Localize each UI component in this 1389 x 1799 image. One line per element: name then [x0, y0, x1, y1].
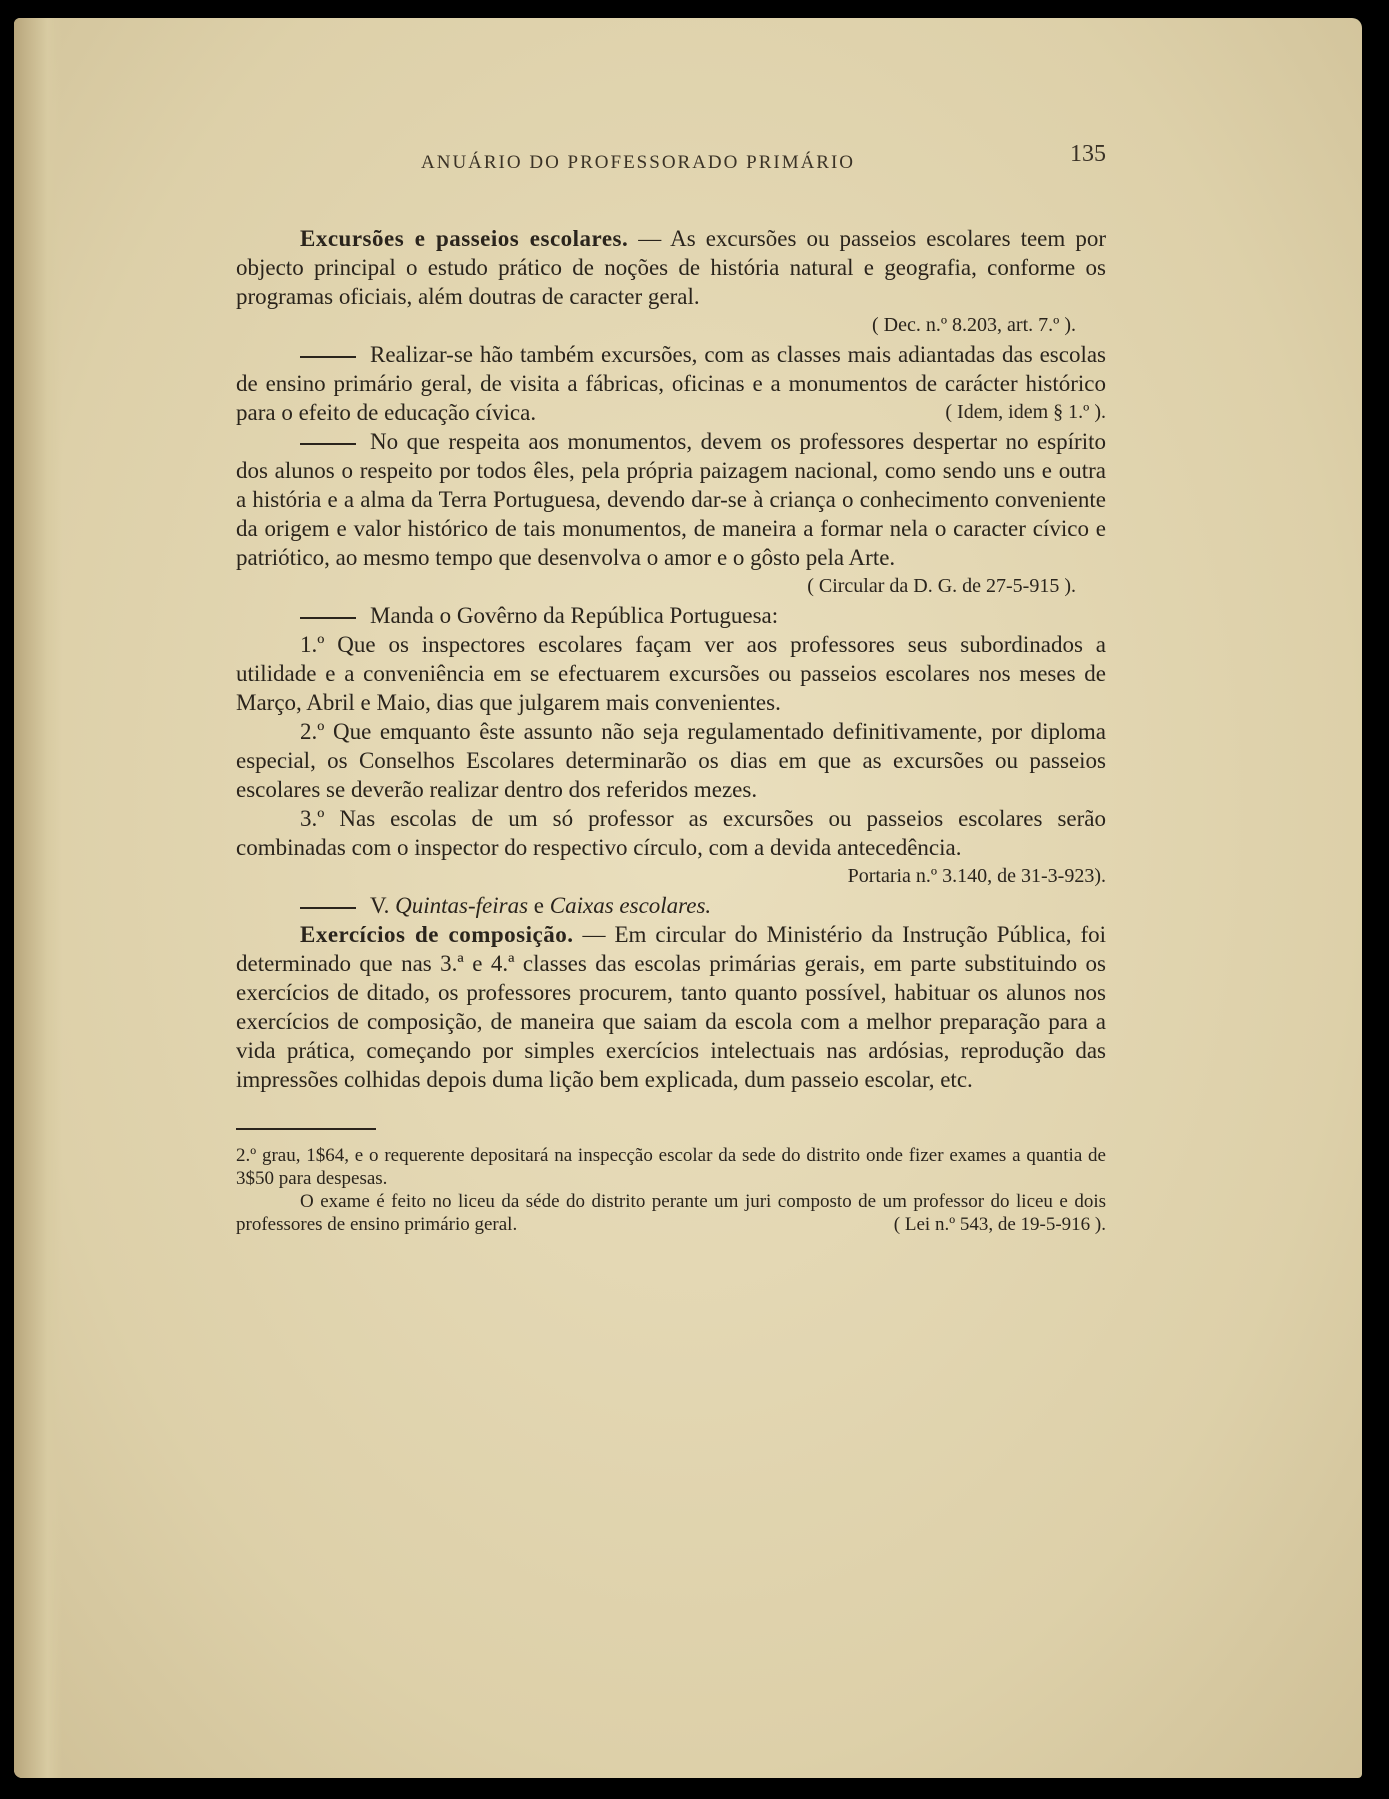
paragraph-visits	[236, 340, 1106, 427]
paragraph-item-3	[236, 804, 1106, 891]
book-page	[14, 18, 1362, 1778]
page-gutter	[14, 18, 62, 1778]
footnote-line-2-text: O exame é feito no liceu da séde do distrito perante um juri composto de um professor do liceu e dois professores de ensino primário geral.	[236, 1191, 1106, 1235]
section-excursoes	[236, 224, 1106, 311]
reference-circular: ( Circular da D. G. de 27-5-915 ).	[807, 575, 1076, 597]
paragraph-see-also	[236, 891, 1106, 920]
running-head-title: ANUÁRIO DO PROFESSORADO PRIMÁRIO	[421, 152, 856, 173]
section-heading-composicao: Exercícios de composição.	[300, 922, 574, 947]
section-heading-excursoes: Excursões e passeios escolares.	[300, 226, 629, 251]
reference-decree: ( Dec. n.º 8.203, art. 7.º ).	[871, 314, 1076, 336]
page-number: 135	[1070, 141, 1106, 167]
reference-lei: ( Lei n.º 543, de 19-5-916 ).	[893, 1214, 1106, 1235]
paragraph-item-2: 2.º Que emquanto êste assunto não seja regulamentado definitivamente, por diploma especial, os Conselhos Escolares determinarão os dias em que as excursões ou passeios escolares se deverão realizar dentro dos referidos mezes.	[236, 719, 1106, 802]
footnote-line-1: 2.º grau, 1$64, e o requerente depositará na inspecção escolar da sede do distrito onde fizer exames a quantia de 3$50 para despesas.	[236, 1145, 1106, 1189]
paragraph-item-1: 1.º Que os inspectores escolares façam ver aos professores seus subordinados a utilidade e a conveniência em se efectuarem excursões ou passeios escolares nos meses de Março, Abril e Maio, dias que julgarem mais convenientes.	[236, 632, 1106, 715]
see-also-connector: e	[533, 893, 545, 918]
paragraph-visits-text: Realizar-se hão também excursões, com as classes mais adiantadas das escolas de ensino primário geral, de visita a fábricas, oficinas e a monumentos de carácter histórico para o efeito de educação cívica.	[236, 342, 1106, 425]
reference-idem: ( Idem, idem § 1.º ).	[945, 401, 1106, 423]
paragraph-monuments: No que respeita aos monumentos, devem os professores despertar no espírito dos alunos o respeito por todos êles, pela própria paizagem nacional, como sendo uns e outra a história e a alma da Terra Portuguesa, devendo dar-se à criança o conhecimento conveniente da origem e valor histórico de tais monumentos, de maneira a formar nela o caracter cívico e patriótico, ao mesmo tempo que desenvolva o amor e o gôsto pela Arte.	[236, 429, 1106, 570]
see-also-quintas: Quintas-feiras	[395, 893, 529, 918]
section-body-composicao: — Em circular do Ministério da Instrução Pública, foi determinado que nas 3.ª e 4.ª classes das escolas primárias gerais, em parte substituindo os exercícios de ditado, os professores procurem, tanto quanto possível, habituar os alunos nos exercícios de composição, de maneira que saiam da escola com a melhor preparação para a vida prática, começando por simples exercícios intelectuais nas ardósias, reprodução das impressões colhidas depois duma lição bem explicada, dum passeio escolar, etc.	[236, 922, 1106, 1092]
section-body-excursoes: — As excursões ou passeios escolares teem por objecto principal o estudo prático de noções de história natural e geografia, conforme os programas oficiais, além doutras de caracter geral.	[236, 226, 1106, 309]
reference-portaria: Portaria n.º 3.140, de 31-3-923).	[847, 865, 1106, 887]
paragraph-item-3-text: 3.º Nas escolas de um só professor as excursões ou passeios escolares serão combinadas com o inspector do respectivo círculo, com a devida antecedência.	[236, 806, 1106, 860]
see-also-label: V.	[370, 893, 390, 918]
running-head	[236, 138, 1106, 178]
footnote-divider	[236, 1128, 376, 1130]
section-composicao	[236, 920, 1106, 1094]
paragraph-government-intro: Manda o Govêrno da República Portuguesa:	[236, 601, 1106, 630]
text-column	[236, 138, 1106, 1236]
see-also-caixas: Caixas escolares.	[549, 893, 712, 918]
footnote-line-2	[236, 1190, 1106, 1236]
